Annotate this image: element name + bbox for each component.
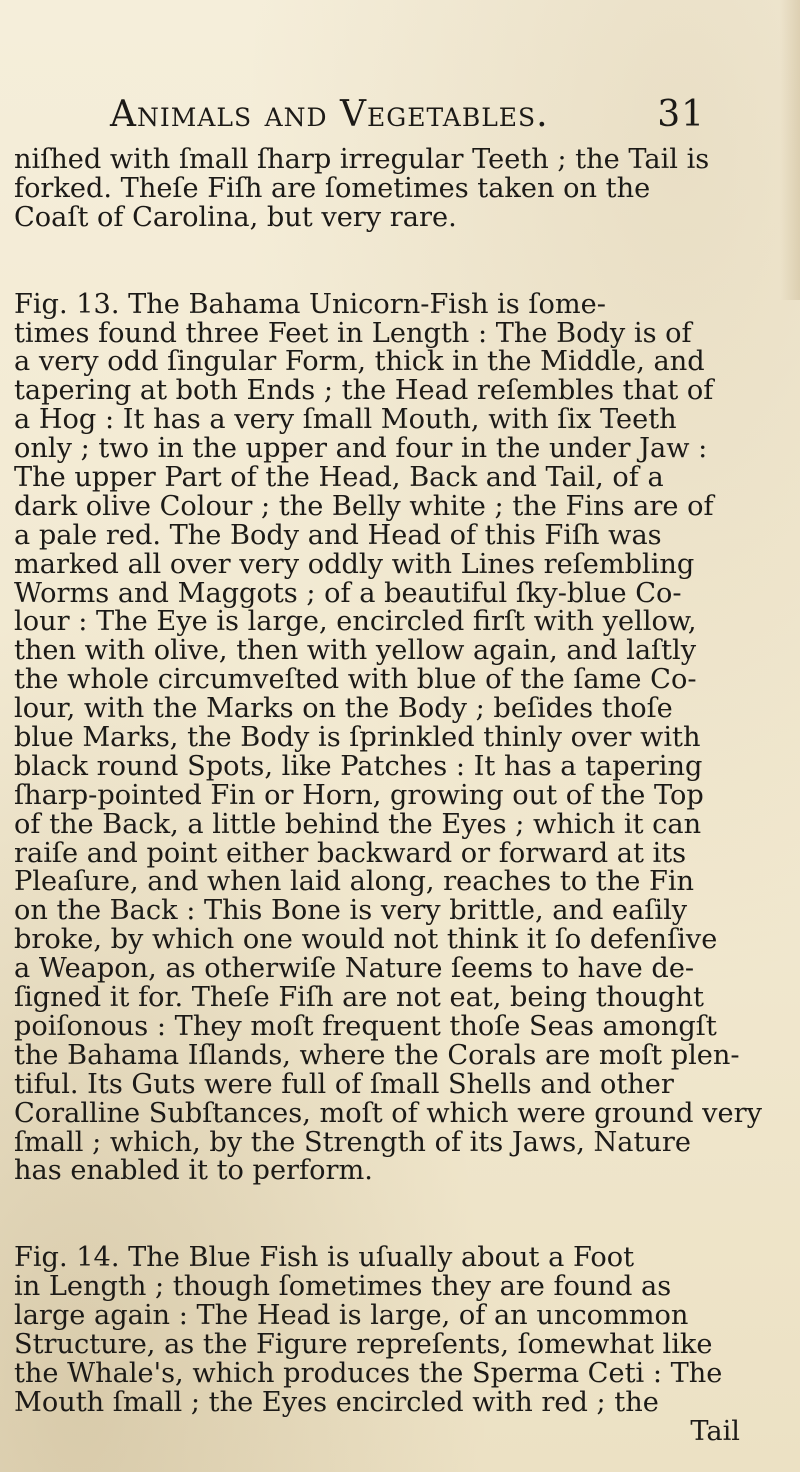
text-line: black round Spots, like Patches : It has a tapering bbox=[14, 752, 703, 782]
text-line: niſhed with ſmall ſharp irregular Teeth ; the Tail is bbox=[14, 146, 710, 175]
text-line: the Whale's, which produces the Sperma Ceti : The bbox=[14, 1359, 723, 1389]
text-line: the Bahama Iſlands, where the Corals are moſt plen- bbox=[14, 1041, 740, 1071]
text-line: Mouth ſmall ; the Eyes encircled with red ; the bbox=[14, 1388, 659, 1418]
text-line: in Length ; though ſometimes they are found as bbox=[14, 1273, 672, 1303]
text-line: blue Marks, the Body is ſprinkled thinly over with bbox=[14, 724, 701, 753]
text-line: tapering at both Ends ; the Head reſembles that of bbox=[14, 377, 714, 407]
text-line: then with olive, then with yellow again, and laſtly bbox=[14, 637, 697, 667]
text-line: The upper Part of the Head, Back and Tail, of a bbox=[14, 464, 664, 493]
paragraph bbox=[14, 146, 780, 233]
page-number: 31 bbox=[657, 94, 705, 135]
paragraph bbox=[14, 291, 780, 1187]
text-line: Pleaſure, and when laid along, reaches to the Fin bbox=[14, 868, 695, 898]
text-line: times found three Feet in Length : The Body is of bbox=[14, 319, 692, 349]
text-line: raiſe and point either backward or forward at its bbox=[14, 839, 687, 869]
text-line: Coaſt of Carolina, but very rare. bbox=[14, 203, 457, 233]
running-title: Animals and Vegetables. bbox=[110, 94, 549, 135]
text-line: ſmall ; which, by the Strength of its Jaws, Nature bbox=[14, 1128, 692, 1158]
text-line: Worms and Maggots ; of a beautiful ſky-blue Co- bbox=[14, 579, 682, 609]
text-line: ſharp-pointed Fin or Horn, growing out of the Top bbox=[14, 781, 704, 811]
text-line: a Weapon, as otherwiſe Nature ſeems to have de- bbox=[14, 955, 695, 985]
text-line: marked all over very oddly with Lines reſembling bbox=[14, 550, 695, 580]
text-line: large again : The Head is large, of an uncommon bbox=[14, 1302, 689, 1331]
text-line: tiful. Its Guts were full of ſmall Shells and other bbox=[14, 1070, 674, 1100]
text-line: a pale red. The Body and Head of this Fiſh was bbox=[14, 521, 662, 551]
text-line: Tail bbox=[690, 1417, 740, 1447]
text-line: Fig. 13. The Bahama Unicorn-Fish is ſome- bbox=[14, 290, 606, 320]
paragraph bbox=[14, 1244, 780, 1446]
text-line: a Hog : It has a very ſmall Mouth, with ſix Teeth bbox=[14, 406, 677, 436]
text-line: only ; two in the upper and four in the under Jaw : bbox=[14, 435, 708, 465]
text-line: dark olive Colour ; the Belly white ; the Fins are of bbox=[14, 492, 714, 522]
text-line: lour : The Eye is large, encircled firſt with yellow, bbox=[14, 608, 697, 638]
text-line: broke, by which one would not think it ſo defenſive bbox=[14, 926, 718, 956]
body-text bbox=[14, 146, 780, 1447]
text-line: of the Back, a little behind the Eyes ; which it can bbox=[14, 810, 702, 840]
text-line: has enabled it to perform. bbox=[14, 1157, 373, 1187]
text-line: poiſonous : They moſt frequent thoſe Seas amongſt bbox=[14, 1012, 717, 1042]
text-line: lour, with the Marks on the Body ; beſides thoſe bbox=[14, 695, 673, 725]
text-line: Fig. 14. The Blue Fish is uſually about a Foot bbox=[14, 1244, 635, 1274]
text-line: the whole circumveſted with blue of the ſame Co- bbox=[14, 666, 697, 696]
page-header bbox=[110, 94, 760, 142]
text-line: Structure, as the Figure repreſents, ſomewhat like bbox=[14, 1330, 713, 1360]
text-line: a very odd ſingular Form, thick in the Middle, and bbox=[14, 348, 705, 378]
text-line: ſigned it for. Theſe Fiſh are not eat, being thought bbox=[14, 984, 704, 1013]
text-line: Coralline Subſtances, moſt of which were ground very bbox=[14, 1099, 762, 1129]
text-line: on the Back : This Bone is very brittle, and eaſily bbox=[14, 897, 688, 927]
text-line: forked. Theſe Fiſh are ſometimes taken on the bbox=[14, 174, 651, 204]
